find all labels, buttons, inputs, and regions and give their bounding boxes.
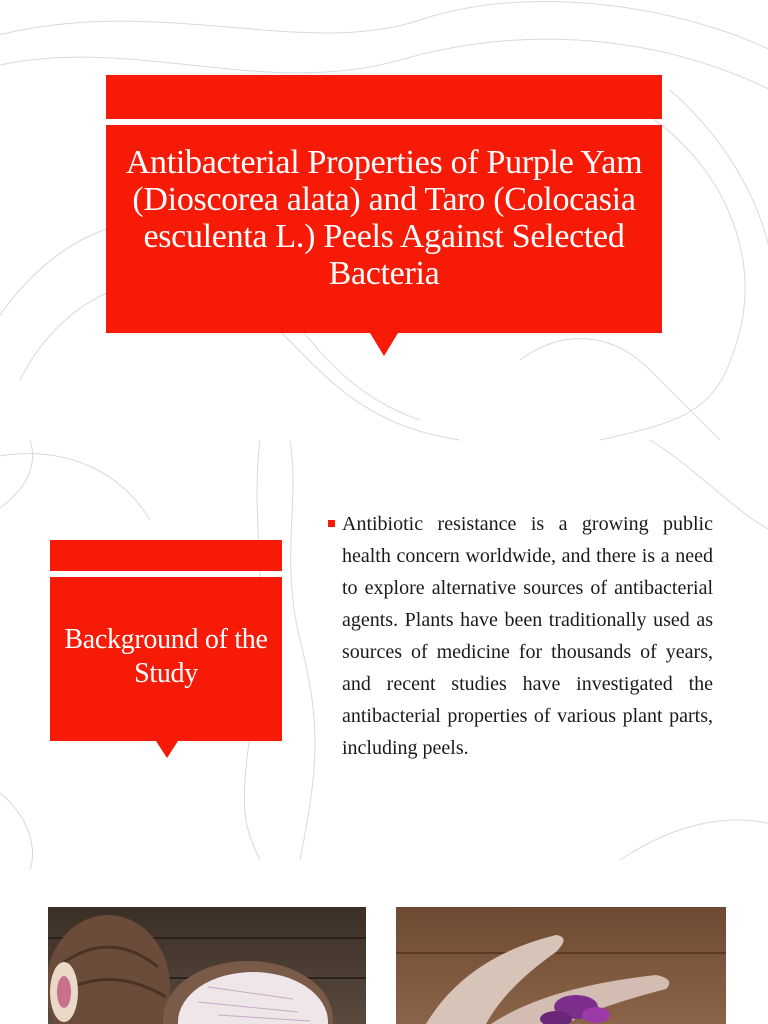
title-callout-pointer <box>370 333 398 357</box>
purple-yam-photo <box>396 907 726 1024</box>
heading-callout-pointer <box>156 741 178 759</box>
slide-title: Antibacterial Properties of Purple Yam (Dioscorea alata) and Taro (Colocasia esculenta L.) Peels Against Selected Bacteria <box>125 144 643 292</box>
bullet-list <box>328 508 713 764</box>
bullet-item: Antibiotic resistance is a growing public health concern worldwide, and there is a need to explore alternative sources of antibacterial agents. Plants have been traditionally used as sources of medicine for thousands of years, and recent studies have investigated the antibacterial properties of various plant parts, including peels. <box>342 513 713 759</box>
taro-photo <box>48 907 366 1024</box>
title-top-bar <box>106 75 662 119</box>
bullet-square-icon <box>328 520 335 527</box>
section-heading: Background of the Study <box>64 624 268 689</box>
heading-top-bar <box>50 540 282 571</box>
